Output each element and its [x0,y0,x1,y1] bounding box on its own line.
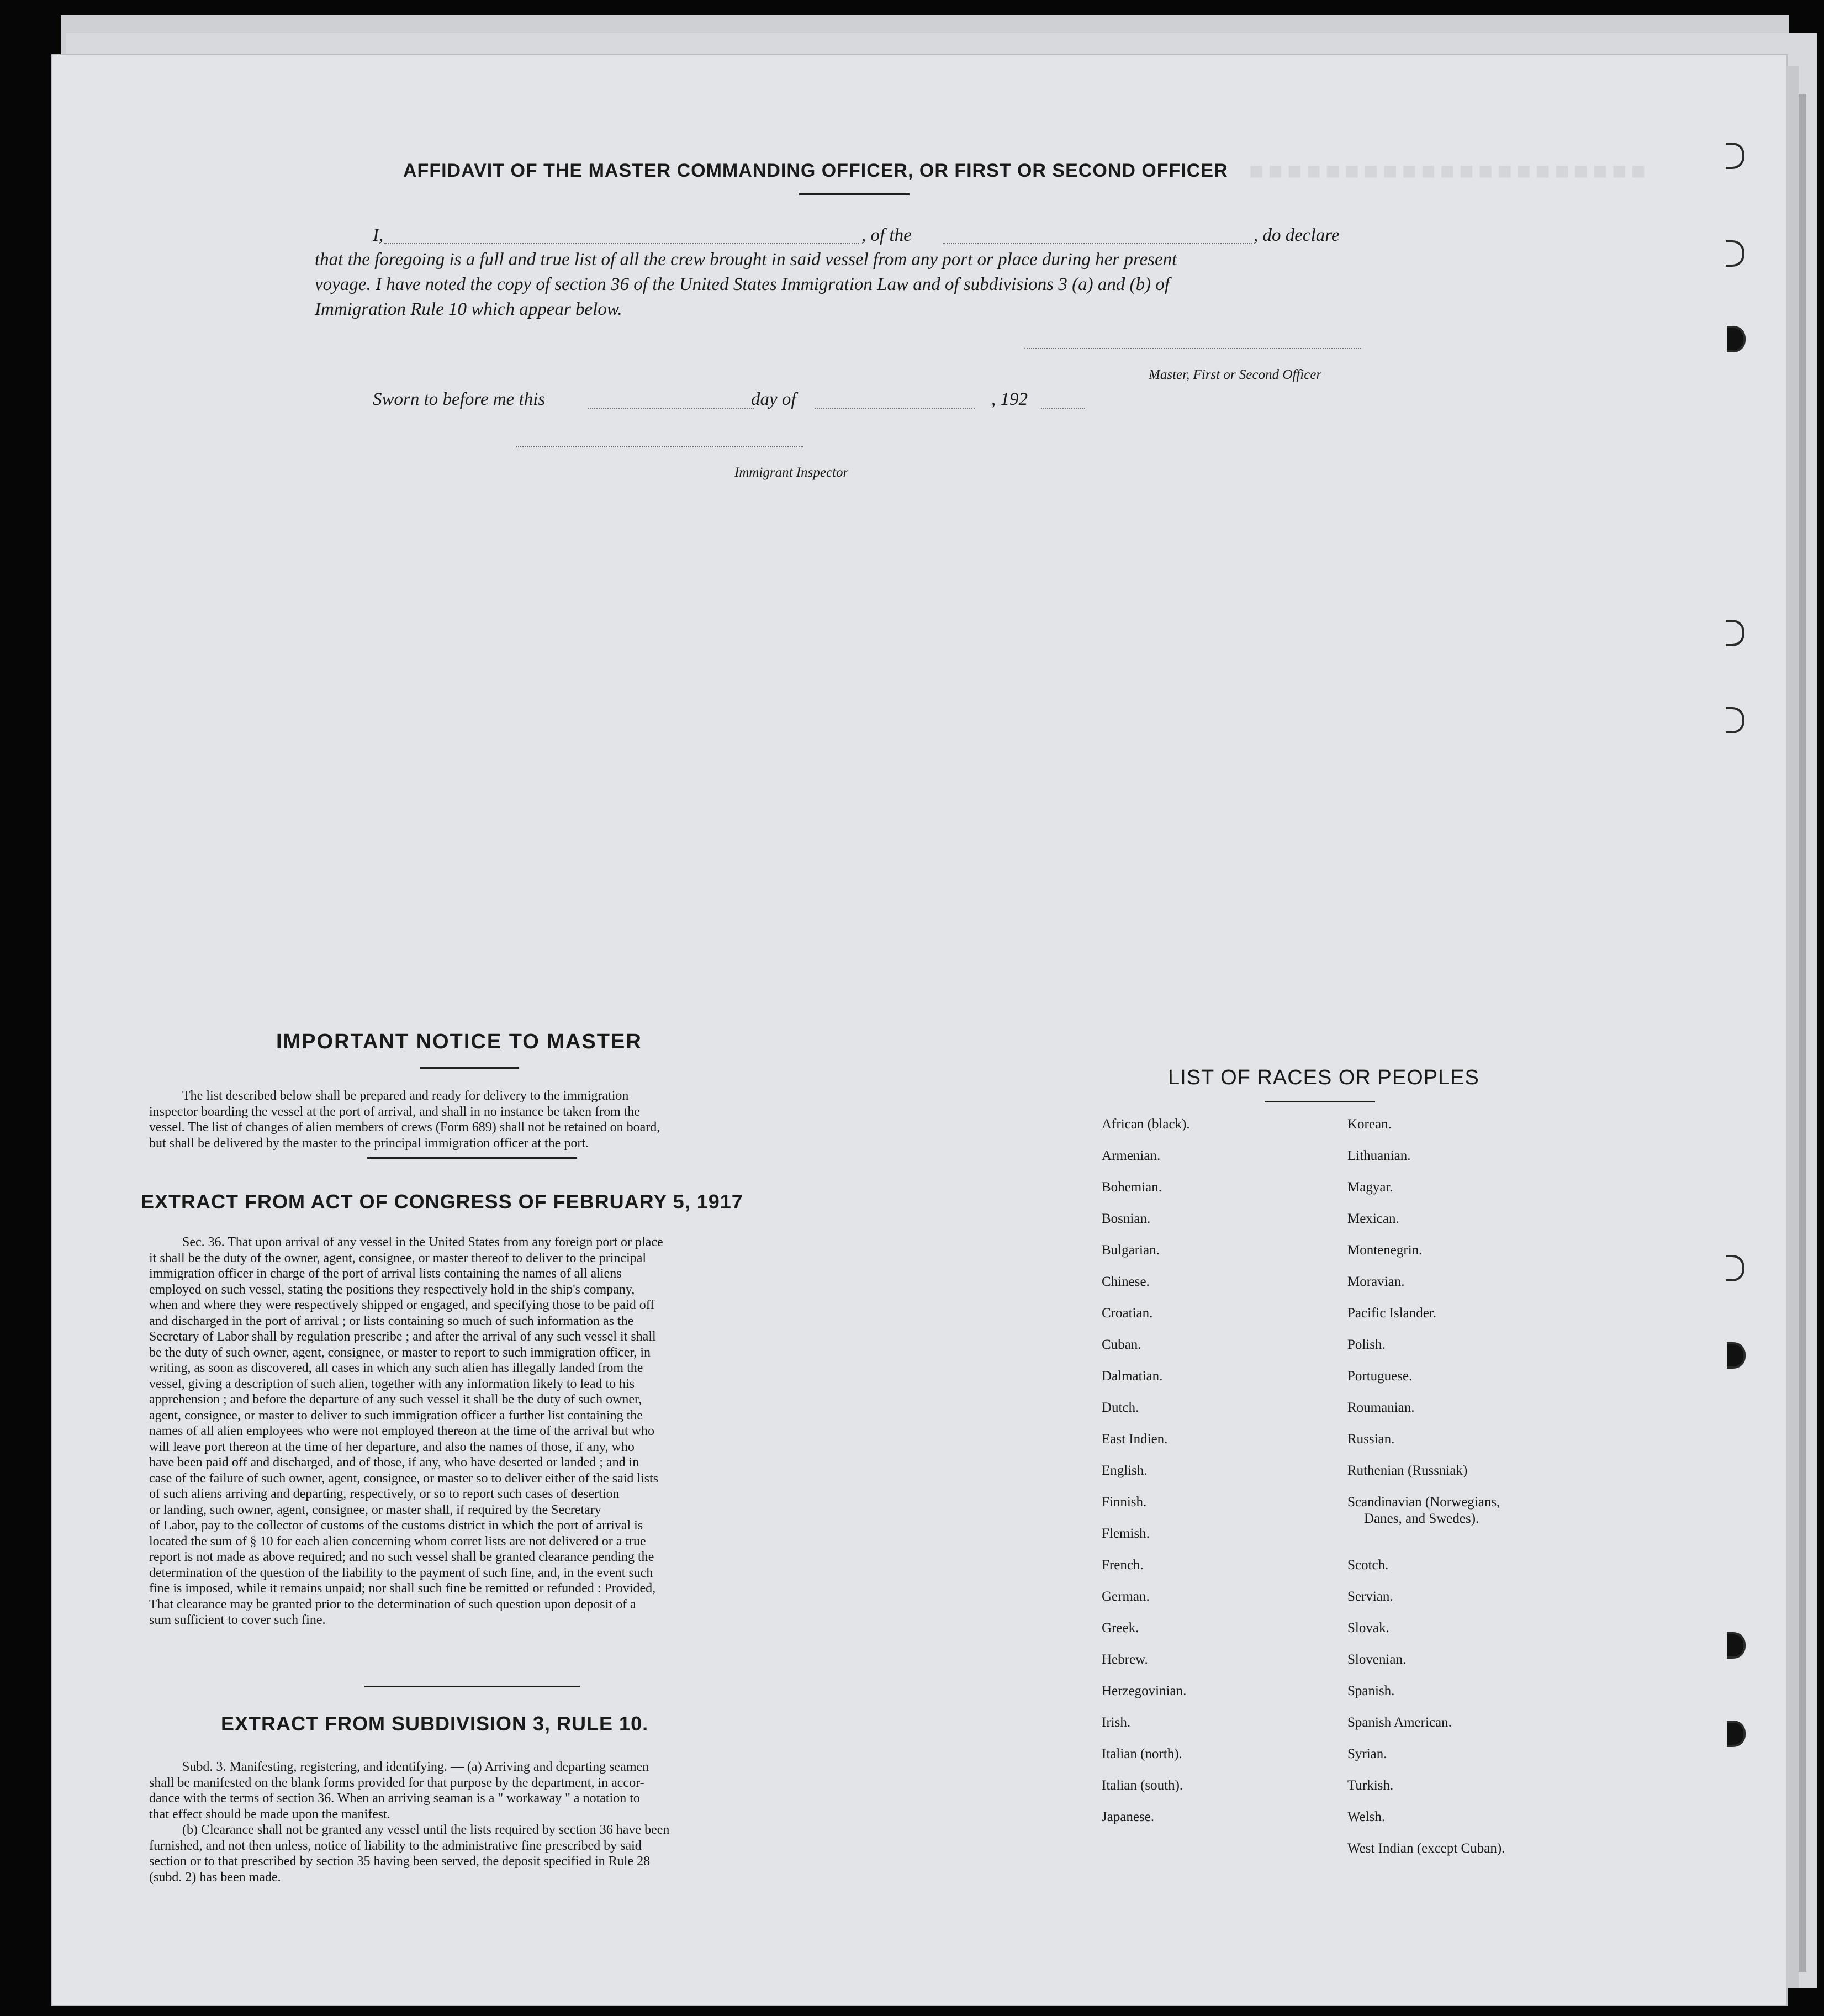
rule-line: that effect should be made upon the manifest. [149,1807,390,1822]
day-of-label: day of [751,389,796,409]
race-item: Cuban. [1102,1337,1141,1352]
race-item: Irish. [1102,1715,1131,1730]
race-item: Finnish. [1102,1495,1147,1510]
act-line: it shall be the duty of the owner, agent, consignee, or master thereof to deliver to the principal [149,1250,647,1265]
act-line: will leave port thereon at the time of her departure, and also the names of those, if any, who [149,1439,635,1454]
race-item: Chinese. [1102,1274,1150,1289]
year-label: , 192 [991,389,1028,409]
race-item: Hebrew. [1102,1652,1148,1667]
master-signature-line[interactable] [1024,348,1361,349]
race-item: Montenegrin. [1347,1243,1423,1258]
race-item: English. [1102,1463,1148,1478]
punch-hole-icon [1726,240,1744,267]
underlying-sheet-edge [1786,66,1799,1988]
rule-line: (subd. 2) has been made. [149,1870,281,1885]
rule-line: dance with the terms of section 36. When an arriving seaman is a " workaway " a notation to [149,1791,640,1806]
extract-act-text [149,1234,861,1628]
race-item: Moravian. [1347,1274,1405,1289]
race-item: Italian (south). [1102,1778,1183,1793]
races-title-rule [1265,1101,1375,1102]
extract-act-title: EXTRACT FROM ACT OF CONGRESS OF FEBRUARY 5, 1917 [141,1190,743,1213]
race-item: German. [1102,1589,1150,1604]
act-line: Sec. 36. That upon arrival of any vessel in the United States from any foreign port or place [182,1235,663,1249]
race-item: Roumanian. [1347,1400,1415,1415]
act-line: That clearance may be granted prior to the determination of such question upon deposit of a [149,1597,636,1612]
act-line: located the sum of § 10 for each alien concerning whom corret lists are not delivered or a true [149,1534,646,1549]
act-line: names of all alien employees who were not employed thereon at the time of the arrival but who [149,1424,655,1438]
affidavit-do-declare-label: , do declare [1254,225,1340,245]
race-item: Herzegovinian. [1102,1683,1187,1698]
sworn-label: Sworn to before me this [373,389,546,409]
race-item: Scandinavian (Norwegians, [1347,1495,1500,1510]
race-item: Armenian. [1102,1148,1161,1163]
notice-line: The list described below shall be prepared and ready for delivery to the immigration [182,1089,629,1103]
race-item: Flemish. [1102,1526,1150,1541]
inspector-caption: Immigrant Inspector [734,465,849,480]
extract-rule-title: EXTRACT FROM SUBDIVISION 3, RULE 10. [221,1712,649,1735]
race-item: Greek. [1102,1621,1139,1635]
act-line: and discharged in the port of arrival ; or lists containing so much of such information as the [149,1313,634,1328]
race-item: Syrian. [1347,1746,1387,1761]
punch-hole-icon [1727,1632,1746,1659]
races-title: LIST OF RACES OR PEOPLES [1168,1066,1479,1089]
rule-line: shall be manifested on the blank forms provided for that purpose by the department, in accor- [149,1775,644,1790]
affidavit-body-line-1: that the foregoing is a full and true list of all the crew brought in said vessel from any port or place during her present [315,250,1177,270]
race-item: Bohemian. [1102,1180,1162,1195]
act-line: writing, as soon as discovered, all cases in which any such alien has illegally landed from the [149,1361,643,1375]
race-item: Dutch. [1102,1400,1139,1415]
races-right-column [1347,1117,1590,1872]
race-item: Bosnian. [1102,1211,1151,1226]
notice-title: IMPORTANT NOTICE TO MASTER [276,1030,642,1053]
race-item: Spanish American. [1347,1715,1452,1730]
race-item: Ruthenian (Russniak) [1347,1463,1468,1478]
race-item: Italian (north). [1102,1746,1182,1761]
act-line: be the duty of such owner, agent, consignee, or master to report to such immigration officer, in [149,1345,651,1360]
race-item: Russian. [1347,1432,1395,1447]
act-line: of Labor, pay to the collector of customs of the customs district in which the port of arrival is [149,1518,643,1533]
race-item: Croatian. [1102,1306,1153,1321]
affidavit-title: AFFIDAVIT OF THE MASTER COMMANDING OFFICER, OR FIRST OR SECOND OFFICER [403,160,1228,181]
notice-line: but shall be delivered by the master to the principal immigration officer at the port. [149,1136,589,1151]
rule-line: (b) Clearance shall not be granted any vessel until the lists required by section 36 have been [182,1823,670,1837]
act-line: of such aliens arriving and departing, respectively, or so to report such cases of desertion [149,1487,620,1501]
sworn-month-blank[interactable] [815,408,975,409]
punch-hole-icon [1726,143,1744,169]
act-line: vessel, giving a description of such alien, together with any information likely to lead to his [149,1376,635,1391]
affidavit-of-the-label: , of the [861,225,912,245]
underlying-sheet-edge-2 [1799,94,1806,1972]
sworn-year-blank[interactable] [1041,408,1085,409]
race-item: Slovak. [1347,1621,1389,1635]
affidavit-body-line-3: Immigration Rule 10 which appear below. [315,299,622,319]
rule-line: Subd. 3. Manifesting, registering, and identifying. — (a) Arriving and departing seamen [182,1760,649,1774]
rule-line: section or to that prescribed by section 35 having been served, the deposit specified in Rule 28 [149,1854,651,1869]
bleed-through-text: ■■■■■■■■■■■■■■■■■■■■■ [1244,157,1646,184]
race-item: Polish. [1347,1337,1386,1352]
race-item: Spanish. [1347,1683,1395,1698]
act-line: report is not made as above required; and no such vessel shall be granted clearance pending the [149,1550,654,1564]
race-item: Danes, and Swedes). [1364,1511,1479,1526]
race-item: Bulgarian. [1102,1243,1160,1258]
race-item: Magyar. [1347,1180,1393,1195]
sworn-day-blank[interactable] [588,408,754,409]
punch-hole-icon [1727,326,1746,352]
act-line: agent, consignee, or master to deliver to such immigration officer a further list containing the [149,1408,643,1423]
act-line: have been paid off and discharged, and of those, if any, who have deserted or landed ; and in [149,1455,639,1470]
act-line: apprehension ; and before the departure of any such vessel it shall be the duty of such owner, [149,1392,642,1407]
punch-hole-icon [1726,1255,1744,1281]
punch-hole-icon [1727,1342,1746,1369]
act-line: determination of the question of the liability to the payment of such fine, and, in the event such [149,1565,653,1580]
name-blank[interactable] [384,243,859,244]
race-item: Scotch. [1347,1558,1389,1572]
race-item: Slovenian. [1347,1652,1407,1667]
act-line: or landing, such owner, agent, consignee, or master shall, if required by the Secretary [149,1502,601,1517]
form-page [52,55,1786,2005]
act-line: when and where they were respectively shipped or engaged, and specifying those to be paid off [149,1298,655,1312]
race-item: Pacific Islander. [1347,1306,1437,1321]
rule-line: furnished, and not then unless, notice of liability to the administrative fine prescribed by said [149,1838,642,1853]
race-item: Servian. [1347,1589,1393,1604]
race-item: Lithuanian. [1347,1148,1411,1163]
notice-text [149,1088,861,1151]
act-line: employed on such vessel, stating the positions they respectively hold in the ship's company, [149,1282,635,1297]
race-item: Dalmatian. [1102,1369,1163,1384]
notice-line: vessel. The list of changes of alien members of crews (Form 689) shall not be retained on board, [149,1120,660,1134]
race-item: Portuguese. [1347,1369,1413,1384]
race-item: West Indian (except Cuban). [1347,1841,1505,1856]
race-item: Japanese. [1102,1809,1155,1824]
race-item: African (black). [1102,1117,1190,1132]
act-line: fine is imposed, while it remains unpaid; nor shall such fine be remitted or refunded : Provided, [149,1581,656,1596]
vessel-blank[interactable] [943,243,1252,244]
race-item: French. [1102,1558,1144,1572]
inspector-signature-line[interactable] [516,446,803,447]
punch-hole-icon [1726,620,1744,646]
affidavit-body-line-2: voyage. I have noted the copy of section 36 of the United States Immigration Law and of subdivisions 3 (a) and (b) of [315,275,1170,294]
races-left-column [1102,1117,1339,1841]
notice-title-rule [420,1067,519,1069]
act-line: Secretary of Labor shall by regulation prescribe ; and after the arrival of any such vessel it shall [149,1329,656,1344]
affidavit-title-rule [799,193,910,195]
act-divider [364,1686,580,1687]
extract-rule-text [149,1759,861,1885]
punch-hole-icon [1727,1721,1746,1747]
race-item: Mexican. [1347,1211,1399,1226]
affidavit-i-label: I, [373,225,384,245]
race-item: East Indien. [1102,1432,1168,1447]
race-item: Turkish. [1347,1778,1394,1793]
race-item: Korean. [1347,1117,1392,1132]
act-line: case of the failure of such owner, agent, consignee, or master so to deliver either of the said lists [149,1471,659,1486]
act-line: sum sufficient to cover such fine. [149,1613,326,1627]
act-line: immigration officer in charge of the port of arrival lists containing the names of all aliens [149,1266,622,1281]
notice-divider [367,1157,577,1159]
punch-hole-icon [1726,707,1744,733]
master-signature-caption: Master, First or Second Officer [1149,367,1322,382]
race-item: Welsh. [1347,1809,1386,1824]
notice-line: inspector boarding the vessel at the port of arrival, and shall in no instance be taken from the [149,1104,641,1119]
